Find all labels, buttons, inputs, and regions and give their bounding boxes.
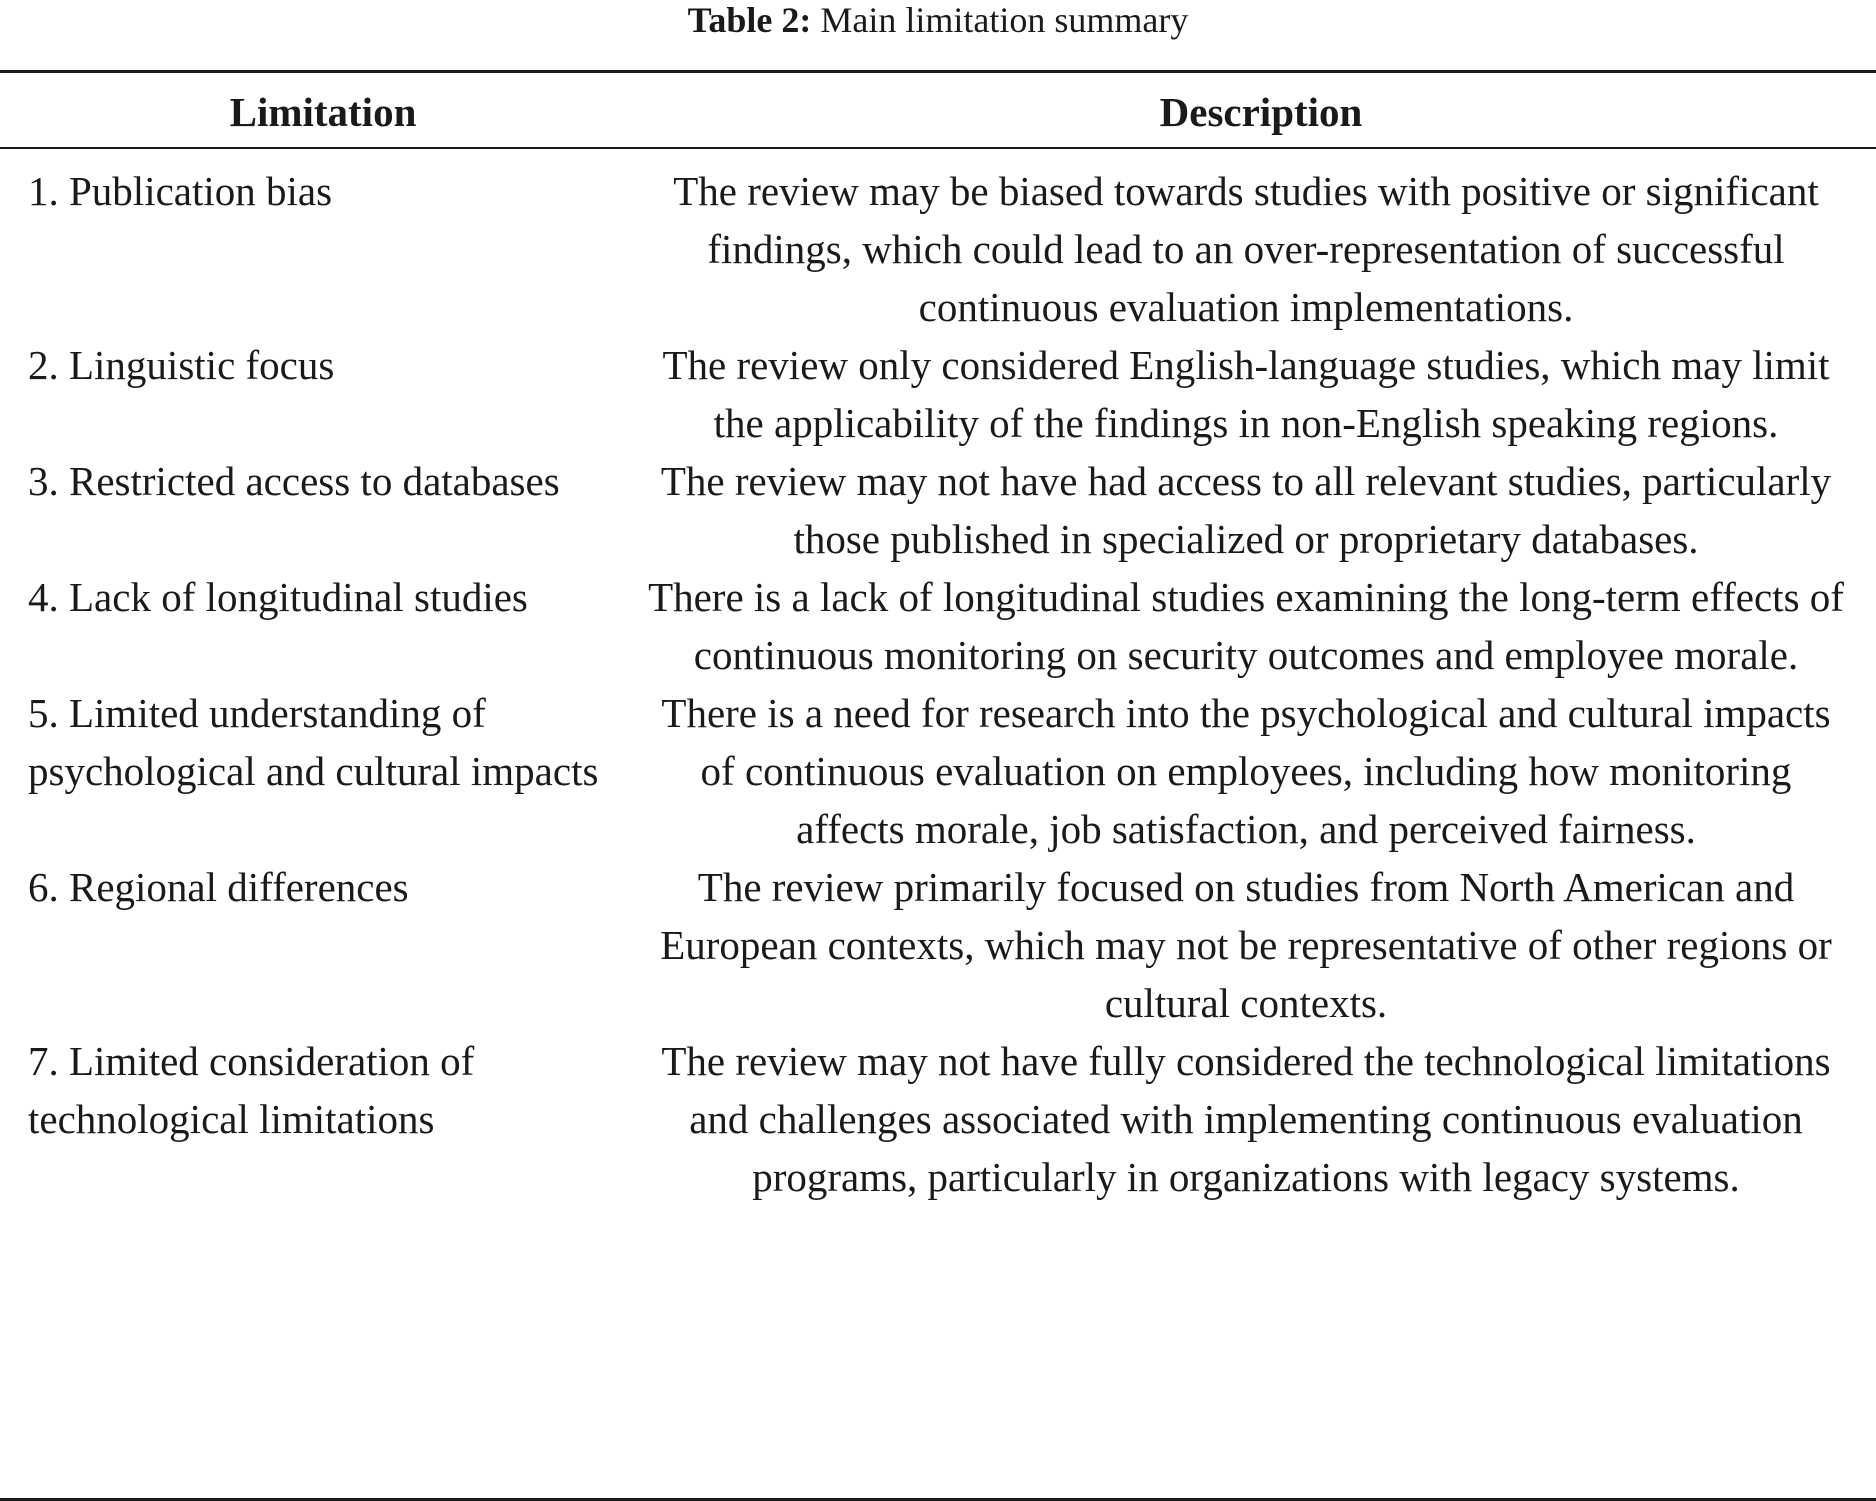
limitation-cell: 4. Lack of longitudinal studies [28,574,528,620]
table-caption-label: Table 2: [687,0,812,40]
description-cell: The review only considered English-language studies, which may limit the applicability of the findings in non-English speaking regions. [662,342,1830,446]
limitation-cell: 2. Linguistic focus [28,342,335,388]
description-cell: The review may not have had access to all relevant studies, particularly those published in specialized or proprietary databases. [660,458,1832,562]
limitation-cell: 3. Restricted access to databases [28,458,560,504]
table-row [0,452,1876,568]
table-header-rule [0,147,1876,149]
table-row [0,684,1876,858]
table-caption-title: Main limitation summary [820,0,1189,40]
description-cell: The review may be biased towards studies with positive or significant findings, which could lead to an over-representation of successful continuous evaluation implementations. [673,168,1819,330]
table-row [0,1032,1876,1206]
table-row [0,162,1876,336]
table-top-rule [0,70,1876,73]
table-row [0,858,1876,1032]
limitation-cell: 5. Limited understanding of psychological and cultural impacts [28,690,599,794]
description-cell: There is a lack of longitudinal studies examining the long-term effects of continuous monitoring on security outcomes and employee morale. [648,574,1844,678]
description-cell: The review may not have fully considered the technological limitations and challenges associated with implementing continuous evaluation programs, particularly in organizations with legacy systems. [661,1038,1831,1200]
description-cell: The review primarily focused on studies from North American and European contexts, which may not be representative of other regions or cultural contexts. [660,864,1832,1026]
table-row [0,568,1876,684]
description-cell: There is a need for research into the psychological and cultural impacts of continuous evaluation on employees, including how monitoring affects morale, job satisfaction, and perceived fairness. [661,690,1831,852]
limitation-cell: 7. Limited consideration of technological limitations [28,1038,475,1142]
table-caption [0,0,1876,40]
table-body [0,162,1876,1206]
table-row [0,336,1876,452]
limitation-cell: 6. Regional differences [28,864,409,910]
column-header-limitation: Limitation [229,89,417,135]
column-header-description: Description [1159,89,1363,135]
limitation-cell: 1. Publication bias [28,168,333,214]
